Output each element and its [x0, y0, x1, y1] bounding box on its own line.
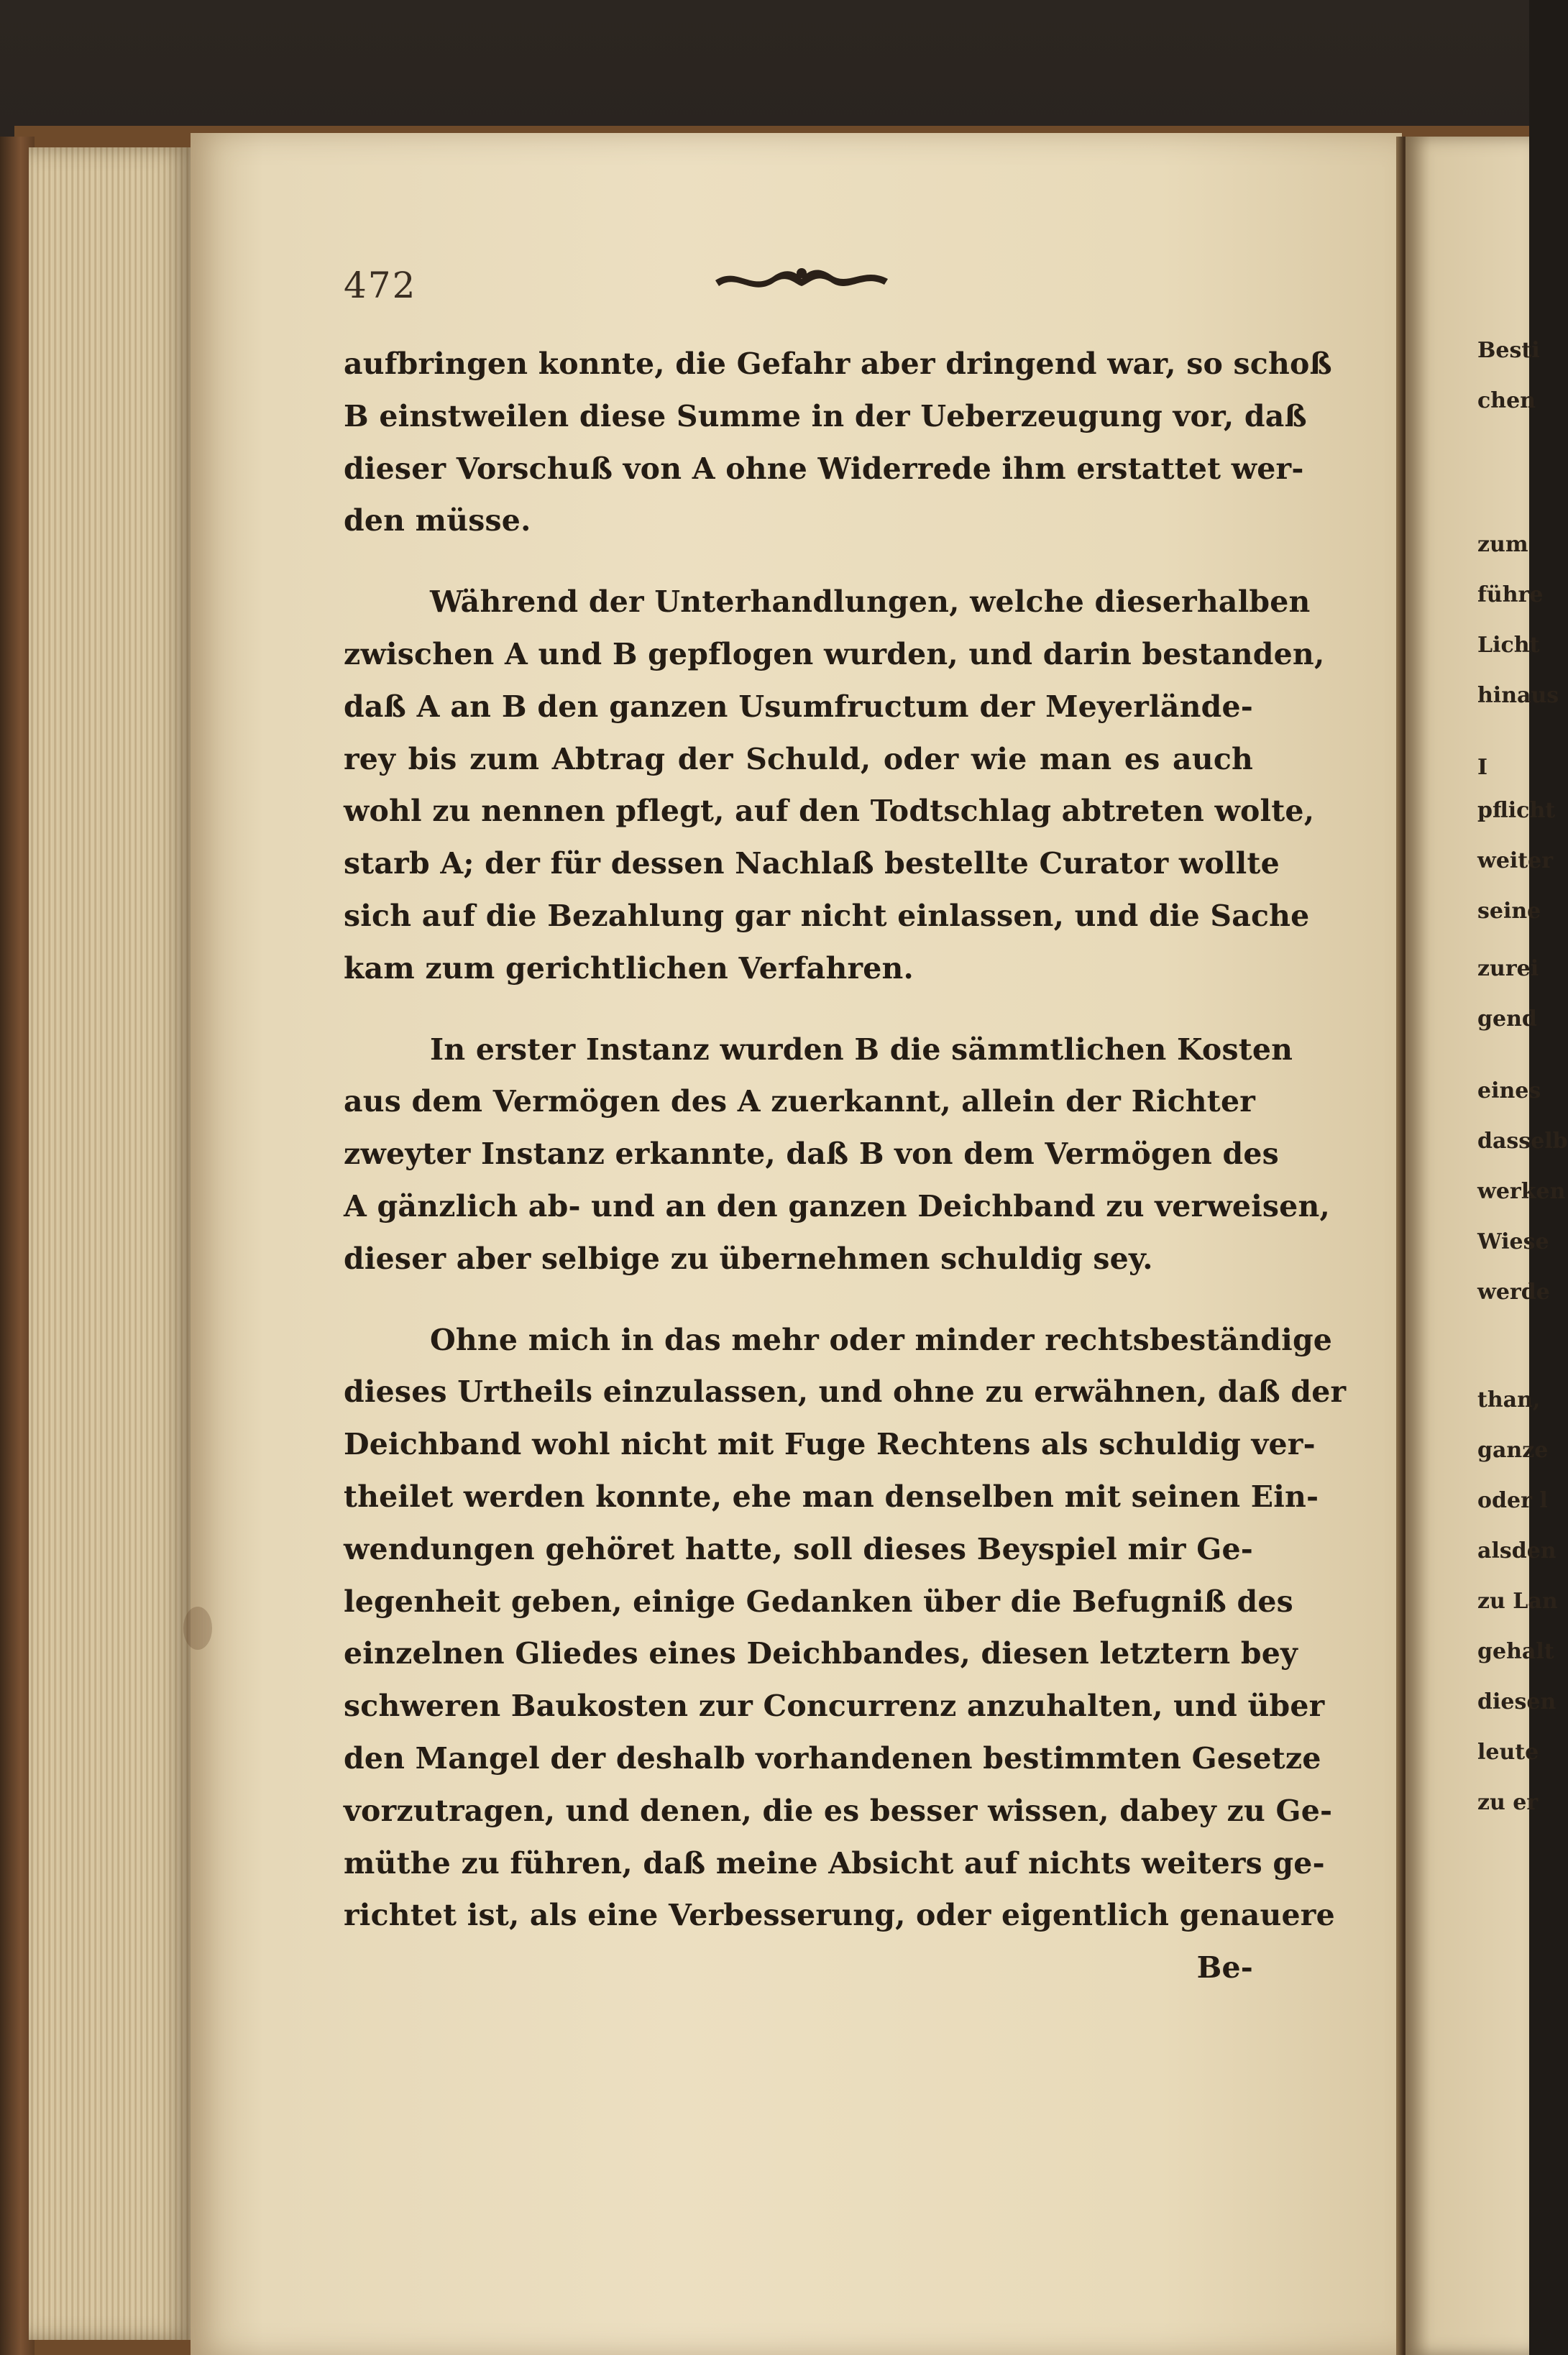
text-line: sich auf die Bezahlung gar nicht einlassen, und die Sache [344, 898, 1310, 933]
facing-page-fragment: alsden [1477, 1538, 1556, 1564]
text-line: Während der Unterhandlungen, welche dieserhalben [430, 584, 1311, 620]
text-line: dieses Urtheils einzulassen, und ohne zu erwähnen, daß der [344, 1374, 1347, 1410]
facing-page-fragment: eines [1477, 1078, 1541, 1103]
text-line: den müsse. [344, 503, 531, 538]
facing-page-fragment: seine [1477, 899, 1541, 924]
facing-page-fragment: werde [1477, 1280, 1550, 1305]
text-line: zweyter Instanz erkannte, daß B von dem Vermögen des [344, 1137, 1279, 1172]
text-line: wohl zu nennen pflegt, auf den Todtschlag abtreten wolte, [344, 794, 1315, 829]
facing-page-fragment: hinaus [1477, 683, 1559, 708]
facing-page-fragment: Licht [1477, 633, 1540, 658]
text-line: starb A; der für dessen Nachlaß bestellte Curator wollte [344, 846, 1280, 881]
catchword: Be- [1196, 1950, 1253, 1986]
text-line: zwischen A und B gepflogen wurden, und darin bestanden, [344, 636, 1325, 671]
facing-page-fragment: werken [1477, 1179, 1566, 1204]
text-line: daß A an B den ganzen Usumfructum der Meyerlände- [344, 689, 1253, 724]
text-line: Deichband wohl nicht mit Fuge Rechtens als schuldig ver- [344, 1427, 1316, 1462]
facing-page-fragment: zurei [1477, 956, 1539, 981]
text-line: schweren Baukosten zur Concurrenz anzuhalten, und über [344, 1689, 1325, 1724]
text-line: richtet ist, als eine Verbesserung, oder eigentlich genauere [344, 1898, 1335, 1933]
foxing-stain [183, 1607, 212, 1650]
text-line: aufbringen konnte, die Gefahr aber dringend war, so schoß [344, 346, 1332, 381]
facing-page-fragment: I [1477, 755, 1488, 780]
paragraph-spacer [344, 1285, 1253, 1314]
facing-page-fragment: chen [1477, 388, 1536, 413]
page-edges [29, 147, 194, 2340]
facing-page-fragment: zu er [1477, 1790, 1539, 1815]
text-line: B einstweilen diese Summe in der Ueberzeugung vor, daß [344, 398, 1307, 433]
text-line: dieser Vorschuß von A ohne Widerrede ihm erstattet wer- [344, 451, 1304, 486]
paragraph-spacer [344, 995, 1253, 1024]
text-line: legenheit geben, einige Gedanken über die Befugniß des [344, 1584, 1293, 1619]
page-number: 472 [344, 265, 417, 306]
facing-page-fragment: zum [1477, 532, 1528, 557]
text-line: den Mangel der deshalb vorhandenen bestimmten Gesetze [344, 1740, 1321, 1776]
facing-page-fragment: gehalt [1477, 1639, 1554, 1664]
body-text [344, 338, 1347, 1994]
text-line: A gänzlich ab- und an den ganzen Deichband zu verweisen, [344, 1188, 1330, 1224]
text-line: In erster Instanz wurden B die sämmtlichen Kosten [430, 1032, 1293, 1067]
facing-page-fragment: pflicht [1477, 798, 1556, 823]
text-line: dieser aber selbige zu übernehmen schuldig sey. [344, 1241, 1153, 1276]
facing-page-fragment: Wiese [1477, 1229, 1549, 1254]
text-line: Ohne mich in das mehr oder minder rechtsbeständige [430, 1322, 1333, 1357]
facing-page-fragment: gend [1477, 1006, 1537, 1032]
paragraph-spacer [344, 547, 1253, 576]
facing-page-fragment: dasselb [1477, 1129, 1568, 1154]
facing-page-fragment: diesen [1477, 1689, 1556, 1714]
facing-page-fragment: zu Lan [1477, 1589, 1558, 1614]
facing-page-fragment: ganze [1477, 1438, 1549, 1463]
text-line: einzelnen Gliedes eines Deichbandes, diesen letztern bey [344, 1636, 1298, 1671]
facing-page-fragment: weiter [1477, 848, 1554, 873]
facing-page-fragment: oder l [1477, 1488, 1548, 1513]
text-line: aus dem Vermögen des A zuerkannt, allein der Richter [344, 1084, 1256, 1119]
text-line: theilet werden konnte, ehe man denselben mit seinen Ein- [344, 1479, 1319, 1514]
facing-page-fragment: leute [1477, 1740, 1539, 1765]
text-line: vorzutragen, und denen, die es besser wissen, dabey zu Ge- [344, 1793, 1333, 1828]
ornament-icon [708, 252, 895, 302]
facing-page-fragment: führe [1477, 582, 1544, 607]
text-line: kam zum gerichtlichen Verfahren. [344, 950, 914, 986]
text-line: wendungen gehöret hatte, soll dieses Beyspiel mir Ge- [344, 1531, 1253, 1566]
text-line: müthe zu führen, daß meine Absicht auf nichts weiters ge- [344, 1845, 1325, 1881]
facing-page-fragment: Besti [1477, 338, 1540, 363]
text-line: rey bis zum Abtrag der Schuld, oder wie man es auch [344, 741, 1253, 776]
facing-page-fragment: than, [1477, 1387, 1541, 1413]
